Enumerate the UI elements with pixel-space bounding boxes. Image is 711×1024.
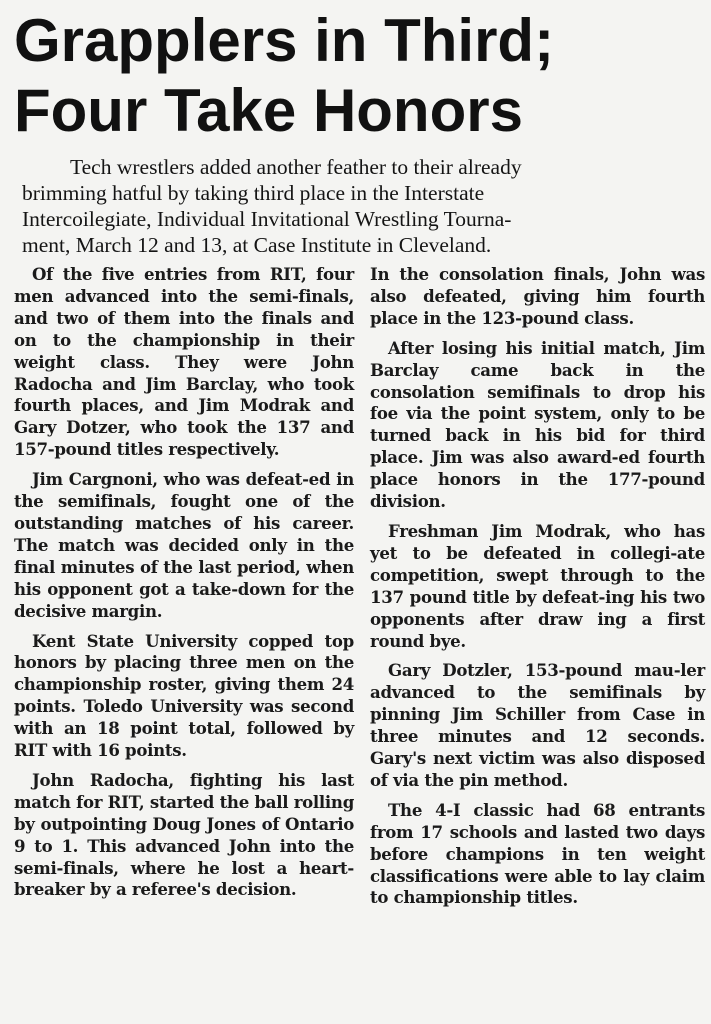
paragraph: Kent State University copped top honors by placing three men on the championship roster, giving them 24 points. Toledo University was second with an 18 point total, followed by RIT with 16 points.	[14, 630, 354, 761]
paragraph: Jim Cargnoni, who was defeat-ed in the semifinals, fought one of the outstanding matches of his career. The match was decided only in the final minutes of the last period, when his opponent got a take-down for the decisive margin.	[14, 469, 354, 621]
deck-line: Tech wrestlers added another feather to their already	[70, 155, 522, 179]
paragraph: Gary Dotzler, 153-pound mau-ler advanced to the semifinals by pinning Jim Schiller from Case in three minutes and 12 seconds. Gary's next victim was also disposed of via the pin method.	[370, 660, 705, 790]
paragraph: The 4-I classic had 68 entrants from 17 schools and lasted two days before champions in ten weight classifications were able to lay claim to championship titles.	[370, 799, 705, 908]
left-column	[14, 264, 354, 917]
paragraph: Freshman Jim Modrak, who has yet to be defeated in collegi-ate competition, swept through to the 137 pound title by defeat-ing his two opponents after draw ing a first round bye.	[370, 520, 705, 651]
headline	[14, 6, 705, 146]
paragraph: After losing his initial match, Jim Barclay came back in the consolation semifinals to drop his foe via the point system, only to be turned back in his bid for third place. Jim was also award-ed fourth place honors in the 177-pound division.	[370, 337, 705, 512]
headline-line: Four Take Honors	[14, 77, 523, 144]
deck-intro	[14, 146, 705, 258]
paragraph: In the consolation finals, John was also defeated, giving him fourth place in the 123-pound class.	[370, 264, 705, 328]
paragraph: Of the five entries from RIT, four men advanced into the semi-finals, and two of them into the finals and on to the championship in their weight class. They were John Radocha and Jim Barclay, who took fourth places, and Jim Modrak and Gary Dotzer, who took the 137 and 157-pound titles respectively.	[14, 264, 354, 460]
headline-line: Grapplers in Third;	[14, 7, 555, 74]
right-column	[370, 264, 705, 917]
article-body	[14, 264, 705, 917]
paragraph: John Radocha, fighting his last match for RIT, started the ball rolling by outpointing Doug Jones of Ontario 9 to 1. This advanced John into the semi-finals, where he lost a heart-breaker by a referee's decision.	[14, 769, 354, 900]
deck-line: ment, March 12 and 13, at Case Institute in Cleveland.	[22, 233, 492, 257]
deck-line: Intercoilegiate, Individual Invitational Wrestling Tourna-	[22, 207, 512, 231]
deck-line: brimming hatful by taking third place in the Interstate	[22, 181, 485, 205]
